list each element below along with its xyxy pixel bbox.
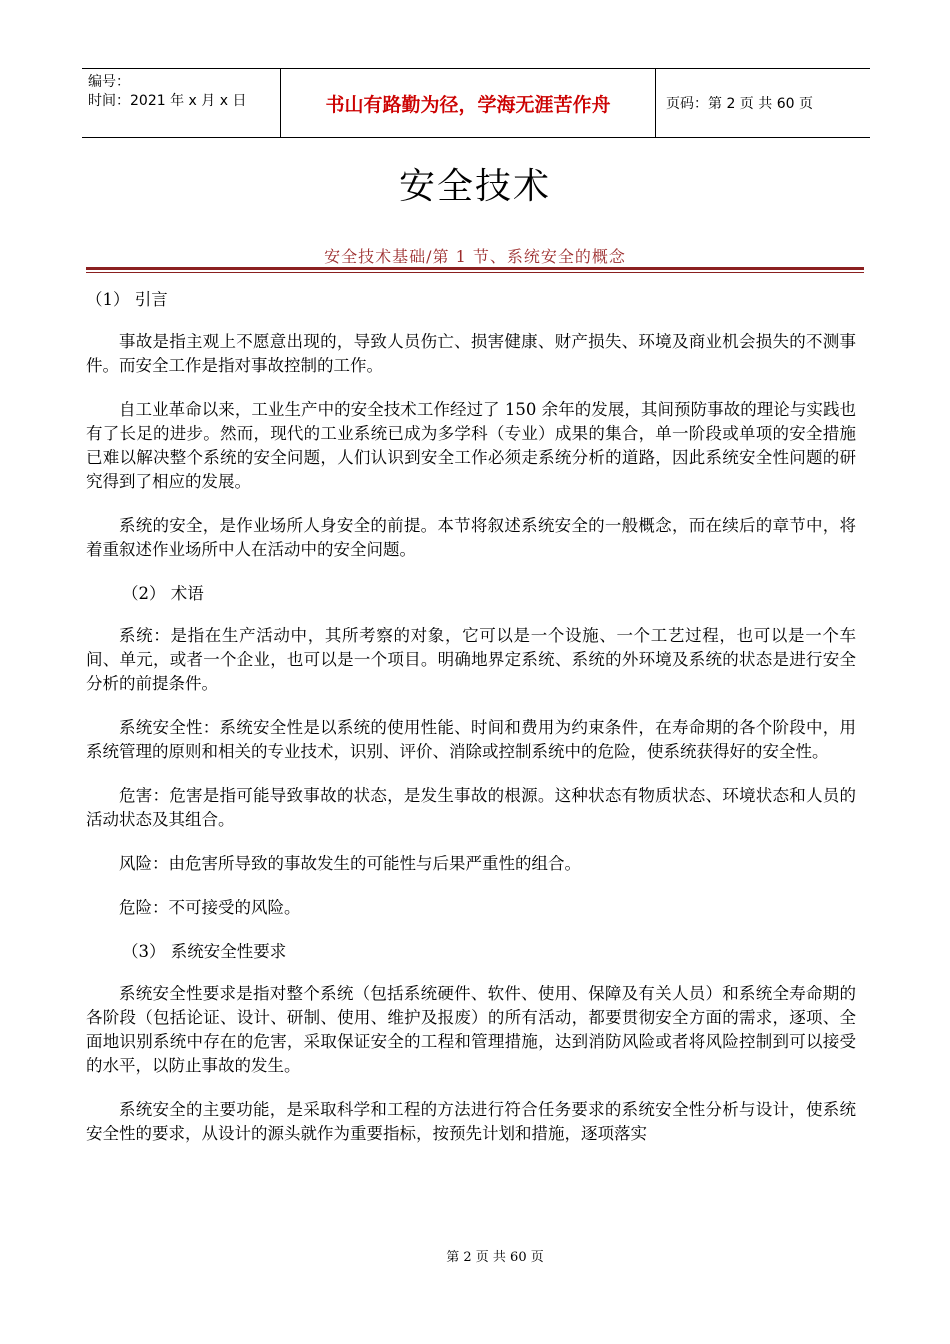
paragraph: 系统的安全，是作业场所人身安全的前提。本节将叙述系统安全的一般概念，而在续后的章节中，将着重叙述作业场所中人在活动中的安全问题。 <box>86 516 856 559</box>
paragraph: 系统安全性：系统安全性是以系统的使用性能、时间和费用为约束条件，在寿命期的各个阶段中，用系统管理的原则和相关的专业技术，识别、评价、消除或控制系统中的危险，使系统获得好的安全性。 <box>86 718 856 761</box>
header-motto: 书山有路勤为径，学海无涯苦作舟 <box>280 69 656 137</box>
number-label: 编号： <box>88 74 130 90</box>
paragraph: 危害：危害是指可能导致事故的状态，是发生事故的根源。这种状态有物质状态、环境状态和人员的活动状态及其组合。 <box>86 786 856 829</box>
paragraph: 事故是指主观上不愿意出现的，导致人员伤亡、损害健康、财产损失、环境及商业机会损失的不测事件。而安全工作是指对事故控制的工作。 <box>86 332 856 375</box>
paragraph: 系统安全的主要功能，是采取科学和工程的方法进行符合任务要求的系统安全性分析与设计，使系统安全性的要求，从设计的源头就作为重要指标，按预先计划和措施，逐项落实 <box>86 1100 856 1143</box>
paragraph: 危险：不可接受的风险。 <box>119 898 301 917</box>
paragraph: 系统：是指在生产活动中，其所考察的对象，它可以是一个设施、一个工艺过程，也可以是一个车间、单元，或者一个企业，也可以是一个项目。明确地界定系统、系统的外环境及系统的状态是进行安全分析的前提条件。 <box>86 626 856 693</box>
page-footer <box>0 1246 950 1265</box>
footer-page-number: 第 2 页 共 60 页 <box>446 1250 544 1265</box>
paragraph: 风险：由危害所导致的事故发生的可能性与后果严重性的组合。 <box>119 854 581 873</box>
section-heading-terms: （2） 术语 <box>122 584 204 603</box>
date-label: 时间：2021 年 x 月 x 日 <box>88 93 247 109</box>
header-page-label: 页码：第 2 页 共 60 页 <box>666 96 813 112</box>
section-heading-intro: （1） 引言 <box>86 290 168 309</box>
document-body <box>86 288 856 1166</box>
section-subtitle: 安全技术基础/第 1 节、系统安全的概念 <box>324 247 626 266</box>
page-title: 安全技术 <box>398 166 551 207</box>
header-table <box>82 68 870 138</box>
divider-thick <box>86 267 864 270</box>
divider-thin <box>86 272 864 273</box>
paragraph: 自工业革命以来，工业生产中的安全技术工作经过了 150 余年的发展，其间预防事故的理论与实践也有了长足的进步。然而，现代的工业系统已成为多学科（专业）成果的集合，单一阶段或单项的安全措施已难以解决整个系统的安全问题，人们认识到安全工作必须走系统分析的道路，因此系统安全性问题的研究得到了相应的发展。 <box>86 400 856 491</box>
section-heading-requirements: （3） 系统安全性要求 <box>122 942 287 961</box>
header-info <box>82 69 280 137</box>
paragraph: 系统安全性要求是指对整个系统（包括系统硬件、软件、使用、保障及有关人员）和系统全寿命期的各阶段（包括论证、设计、研制、使用、维护及报废）的所有活动，都要贯彻安全方面的需求，逐项、全面地识别系统中存在的危害，采取保证安全的工程和管理措施，达到消防风险或者将风险控制到可以接受的水平，以防止事故的发生。 <box>86 984 856 1075</box>
